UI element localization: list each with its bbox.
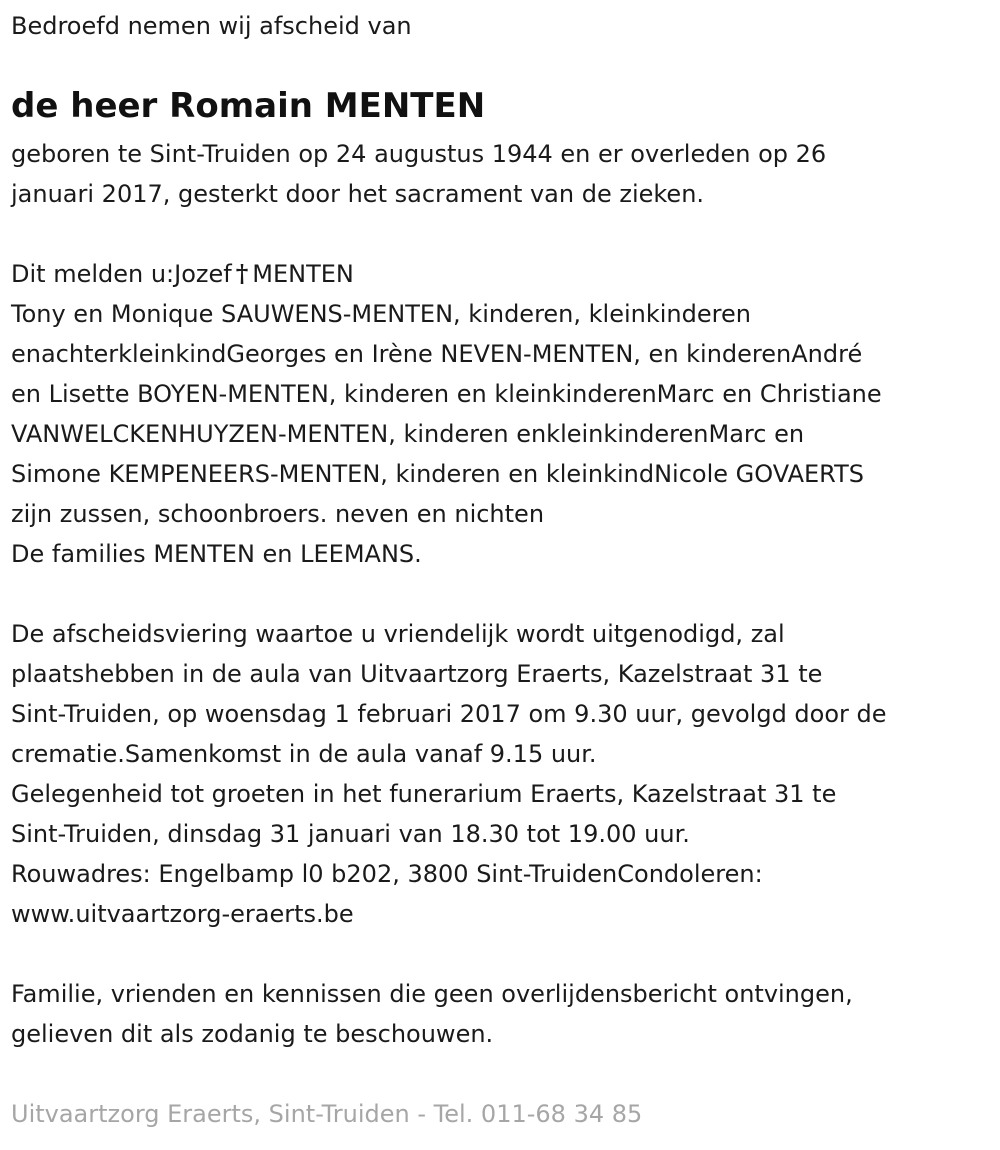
family-first-line: [11, 254, 882, 294]
deceased-name: de heer Romain MENTEN: [11, 86, 486, 126]
family-first-prefix: Dit melden u:Jozef: [11, 260, 232, 288]
closing-line: Familie, vrienden en kennissen die geen overlijdensbericht ontvingen,: [11, 980, 853, 1008]
family-line: zijn zussen, schoonbroers. neven en nichten: [11, 500, 545, 528]
birth-line: januari 2017, gesterkt door het sacrament van de zieken.: [11, 180, 705, 208]
closing-block: [11, 974, 853, 1054]
ceremony-line: Sint-Truiden, op woensdag 1 februari 2017 om 9.30 uur, gevolgd door de: [11, 700, 887, 728]
family-line: De families MENTEN en LEEMANS.: [11, 540, 422, 568]
ceremony-line: Sint-Truiden, dinsdag 31 januari van 18.30 tot 19.00 uur.: [11, 820, 690, 848]
ceremony-line: crematie.Samenkomst in de aula vanaf 9.15 uur.: [11, 740, 597, 768]
family-line: VANWELCKENHUYZEN-MENTEN, kinderen enkleinkinderenMarc en: [11, 420, 805, 448]
family-block: [11, 254, 882, 574]
ceremony-line: www.uitvaartzorg-eraerts.be: [11, 900, 354, 928]
cross-icon: †: [235, 259, 249, 288]
family-first-suffix: MENTEN: [252, 260, 354, 288]
ceremony-line: De afscheidsviering waartoe u vriendelijk wordt uitgenodigd, zal: [11, 620, 785, 648]
ceremony-line: plaatshebben in de aula van Uitvaartzorg Eraerts, Kazelstraat 31 te: [11, 660, 823, 688]
birth-death-block: [11, 134, 826, 214]
ceremony-line: Gelegenheid tot groeten in het funerarium Eraerts, Kazelstraat 31 te: [11, 780, 837, 808]
family-line: en Lisette BOYEN-MENTEN, kinderen en kleinkinderenMarc en Christiane: [11, 380, 882, 408]
family-line: Simone KEMPENEERS-MENTEN, kinderen en kleinkindNicole GOVAERTS: [11, 460, 864, 488]
ceremony-block: [11, 614, 887, 934]
family-line: Tony en Monique SAUWENS-MENTEN, kinderen, kleinkinderen: [11, 300, 751, 328]
ceremony-line: Rouwadres: Engelbamp l0 b202, 3800 Sint-TruidenCondoleren:: [11, 860, 763, 888]
intro-text: Bedroefd nemen wij afscheid van: [11, 12, 412, 40]
closing-line: gelieven dit als zodanig te beschouwen.: [11, 1020, 494, 1048]
birth-line: geboren te Sint-Truiden op 24 augustus 1944 en er overleden op 26: [11, 140, 827, 168]
family-line: enachterkleinkindGeorges en Irène NEVEN-MENTEN, en kinderenAndré: [11, 340, 863, 368]
funeral-home-footer: Uitvaartzorg Eraerts, Sint-Truiden - Tel. 011-68 34 85: [11, 1100, 643, 1128]
